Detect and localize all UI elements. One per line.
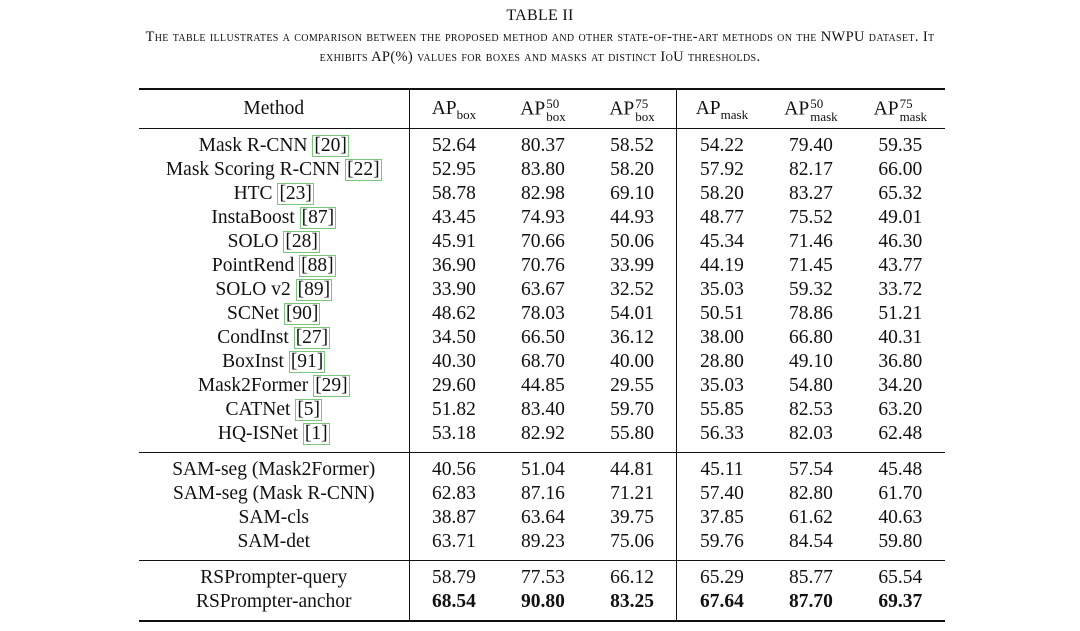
- value-cell: 52.64: [431, 135, 476, 156]
- value-cell: 35.03: [699, 279, 744, 300]
- value-cell: 71.45: [789, 255, 833, 276]
- header-ap-mask: $AP_{mask}$: [677, 89, 766, 129]
- citation-link[interactable]: [91]: [290, 351, 324, 372]
- method-name: RSPrompter-query: [200, 567, 348, 588]
- method-cell: [139, 422, 409, 453]
- method-name: HQ-ISNet: [217, 423, 299, 444]
- value-cell: 62.48: [878, 423, 923, 444]
- table-row: [139, 254, 945, 278]
- value-cell: 59.32: [789, 279, 833, 300]
- table-row: [139, 398, 945, 422]
- table-row: [139, 278, 945, 302]
- value-cell: 51.82: [431, 399, 476, 420]
- header-ap-box: $AP_{box}$: [409, 89, 498, 129]
- table-row: [139, 506, 945, 530]
- value-cell: 59.80: [878, 531, 923, 552]
- value-cell: 33.72: [878, 279, 923, 300]
- value-cell: 75.06: [588, 530, 677, 561]
- method-name: SAM-seg (Mask R-CNN): [173, 483, 375, 504]
- method-cell: [139, 453, 409, 483]
- value-cell: 69.10: [588, 182, 677, 206]
- header-method: Method: [139, 89, 409, 129]
- method-name: RSPrompter-anchor: [195, 591, 352, 612]
- value-cell: 82.53: [789, 399, 833, 420]
- value-cell: 70.66: [521, 231, 565, 252]
- header-ap50-box: AP 50 box: [498, 89, 587, 129]
- caption-line-1: The table illustrates a comparison between the proposed method and other state-of-the-art methods on the NWPU dataset. It: [145, 29, 935, 45]
- value-cell: 61.70: [878, 483, 923, 504]
- value-cell: 33.90: [431, 279, 476, 300]
- citation-link[interactable]: [28]: [285, 231, 318, 252]
- method-name: CondInst: [217, 327, 289, 348]
- value-cell: 57.54: [766, 453, 855, 483]
- method-cell: [139, 158, 409, 182]
- method-cell: [139, 590, 409, 621]
- citation-link[interactable]: [87]: [301, 207, 335, 228]
- value-cell: 67.64: [677, 590, 766, 621]
- value-cell: 40.00: [588, 350, 677, 374]
- value-cell: 44.85: [521, 375, 565, 396]
- citation-link[interactable]: [1]: [304, 423, 328, 444]
- value-cell: 38.00: [699, 327, 744, 348]
- method-cell: [139, 482, 409, 506]
- value-cell: 54.80: [789, 375, 833, 396]
- value-cell: 68.54: [409, 590, 498, 621]
- value-cell: 82.03: [789, 423, 833, 444]
- method-cell: [139, 561, 409, 591]
- value-cell: 48.77: [699, 207, 744, 228]
- value-cell: 51.21: [878, 303, 923, 324]
- table-row: [139, 530, 945, 561]
- value-cell: 32.52: [588, 278, 677, 302]
- value-cell: 56.33: [699, 423, 744, 444]
- value-cell: 66.00: [878, 159, 923, 180]
- value-cell: 29.60: [431, 375, 476, 396]
- table-row: [139, 230, 945, 254]
- value-cell: 77.53: [498, 561, 587, 591]
- value-cell: 90.80: [498, 590, 587, 621]
- value-cell: 48.62: [431, 303, 476, 324]
- value-cell: 89.23: [521, 531, 565, 552]
- table-caption-text: [0, 27, 1080, 67]
- value-cell: 40.56: [409, 453, 498, 483]
- caption-line-2: exhibits AP(%) values for boxes and masks at distinct IoU thresholds.: [319, 49, 761, 65]
- value-cell: 63.67: [521, 279, 565, 300]
- value-cell: 70.76: [521, 255, 565, 276]
- method-name: SAM-cls: [238, 507, 309, 528]
- results-table: [139, 88, 945, 622]
- value-cell: 58.20: [699, 183, 744, 204]
- method-name: SCNet: [227, 303, 280, 324]
- value-cell: 58.78: [431, 183, 476, 204]
- value-cell: 43.45: [431, 207, 476, 228]
- table-body: [139, 129, 945, 622]
- method-cell: [139, 129, 409, 159]
- value-cell: 82.80: [789, 483, 833, 504]
- table-row: [139, 326, 945, 350]
- method-cell: [139, 506, 409, 530]
- value-cell: 35.03: [699, 375, 744, 396]
- value-cell: 51.04: [498, 453, 587, 483]
- method-cell: [139, 374, 409, 398]
- value-cell: 55.80: [588, 422, 677, 453]
- table-row: [139, 422, 945, 453]
- value-cell: 87.16: [521, 483, 565, 504]
- method-cell: [139, 530, 409, 561]
- value-cell: 69.37: [856, 590, 945, 621]
- value-cell: 55.85: [699, 399, 744, 420]
- value-cell: 57.92: [699, 159, 744, 180]
- value-cell: 65.54: [856, 561, 945, 591]
- value-cell: 59.70: [588, 398, 677, 422]
- value-cell: 68.70: [521, 351, 565, 372]
- method-cell: [139, 326, 409, 350]
- value-cell: 37.85: [699, 507, 744, 528]
- citation-link[interactable]: [89]: [297, 279, 331, 300]
- value-cell: 54.01: [588, 302, 677, 326]
- table-row: [139, 482, 945, 506]
- value-cell: 82.17: [789, 159, 833, 180]
- value-cell: 49.10: [789, 351, 833, 372]
- value-cell: 44.19: [699, 255, 744, 276]
- header-ap75-box: AP 75 box: [588, 89, 677, 129]
- value-cell: 38.87: [431, 507, 476, 528]
- value-cell: 59.76: [699, 531, 744, 552]
- value-cell: 29.55: [588, 374, 677, 398]
- value-cell: 45.34: [699, 231, 744, 252]
- method-name: Mask R-CNN: [198, 135, 308, 156]
- table-row: [139, 129, 945, 159]
- value-cell: 58.79: [409, 561, 498, 591]
- header-ap50-mask: AP 50 mask: [766, 89, 855, 129]
- value-cell: 78.86: [789, 303, 833, 324]
- value-cell: 71.46: [789, 231, 833, 252]
- value-cell: 63.71: [431, 531, 476, 552]
- method-cell: [139, 350, 409, 374]
- table-row: [139, 453, 945, 483]
- method-cell: [139, 398, 409, 422]
- method-cell: [139, 278, 409, 302]
- value-cell: 62.83: [431, 483, 476, 504]
- citation-link[interactable]: [29]: [315, 375, 348, 396]
- method-name: HTC: [233, 183, 273, 204]
- table-row: [139, 561, 945, 591]
- value-cell: 34.20: [878, 375, 923, 396]
- value-cell: 80.37: [521, 135, 565, 156]
- header-row: [139, 89, 945, 129]
- value-cell: 53.18: [431, 423, 476, 444]
- value-cell: 44.81: [588, 453, 677, 483]
- value-cell: 40.31: [878, 327, 923, 348]
- value-cell: 74.93: [521, 207, 565, 228]
- value-cell: 58.52: [588, 129, 677, 159]
- citation-link[interactable]: [88]: [301, 255, 334, 276]
- value-cell: 63.20: [878, 399, 923, 420]
- table-row: [139, 374, 945, 398]
- value-cell: 78.03: [521, 303, 565, 324]
- value-cell: 46.30: [878, 231, 923, 252]
- method-name: Mask2Former: [197, 375, 309, 396]
- value-cell: 59.35: [878, 135, 923, 156]
- value-cell: 83.40: [521, 399, 565, 420]
- method-cell: [139, 230, 409, 254]
- value-cell: 82.92: [521, 423, 565, 444]
- method-name: SOLO v2: [215, 279, 291, 300]
- method-name: InstaBoost: [211, 207, 295, 228]
- table-row: [139, 158, 945, 182]
- value-cell: 75.52: [789, 207, 833, 228]
- method-name: CATNet: [225, 399, 291, 420]
- value-cell: 57.40: [699, 483, 744, 504]
- value-cell: 58.20: [588, 158, 677, 182]
- value-cell: 66.50: [521, 327, 565, 348]
- table-row: [139, 182, 945, 206]
- value-cell: 84.54: [789, 531, 833, 552]
- method-cell: [139, 254, 409, 278]
- value-cell: 40.30: [431, 351, 476, 372]
- value-cell: 50.51: [699, 303, 744, 324]
- method-name: PointRend: [211, 255, 295, 276]
- value-cell: 45.48: [856, 453, 945, 483]
- value-cell: 65.32: [878, 183, 923, 204]
- method-cell: [139, 206, 409, 230]
- method-name: SAM-det: [237, 531, 311, 552]
- table-row: [139, 206, 945, 230]
- value-cell: 44.93: [588, 206, 677, 230]
- method-name: Mask Scoring R-CNN: [165, 159, 341, 180]
- method-name: SOLO: [227, 231, 279, 252]
- value-cell: 45.91: [431, 231, 476, 252]
- value-cell: 79.40: [789, 135, 833, 156]
- value-cell: 63.64: [521, 507, 565, 528]
- value-cell: 49.01: [878, 207, 923, 228]
- citation-link[interactable]: [5]: [297, 399, 321, 420]
- value-cell: 83.25: [588, 590, 677, 621]
- table-row: [139, 590, 945, 621]
- value-cell: 52.95: [431, 159, 476, 180]
- value-cell: 85.77: [766, 561, 855, 591]
- citation-link[interactable]: [22]: [347, 159, 380, 180]
- table-row: [139, 350, 945, 374]
- value-cell: 50.06: [588, 230, 677, 254]
- value-cell: 82.98: [521, 183, 565, 204]
- citation-link[interactable]: [27]: [295, 327, 329, 348]
- header-ap75-mask: AP 75 mask: [856, 89, 945, 129]
- value-cell: 71.21: [588, 482, 677, 506]
- method-cell: [139, 182, 409, 206]
- value-cell: 83.27: [789, 183, 833, 204]
- citation-link[interactable]: [20]: [314, 135, 347, 156]
- value-cell: 36.80: [878, 351, 923, 372]
- value-cell: 61.62: [789, 507, 833, 528]
- value-cell: 66.80: [789, 327, 833, 348]
- value-cell: 45.11: [677, 453, 766, 483]
- value-cell: 54.22: [699, 135, 744, 156]
- table-caption-title: TABLE II: [506, 7, 574, 24]
- value-cell: 87.70: [766, 590, 855, 621]
- value-cell: 33.99: [588, 254, 677, 278]
- citation-link[interactable]: [23]: [279, 183, 312, 204]
- citation-link[interactable]: [90]: [285, 303, 319, 324]
- value-cell: 34.50: [431, 327, 476, 348]
- method-name: BoxInst: [222, 351, 284, 372]
- value-cell: 39.75: [588, 506, 677, 530]
- value-cell: 28.80: [699, 351, 744, 372]
- value-cell: 40.63: [878, 507, 923, 528]
- value-cell: 43.77: [878, 255, 923, 276]
- value-cell: 65.29: [677, 561, 766, 591]
- value-cell: 83.80: [521, 159, 565, 180]
- table-row: [139, 302, 945, 326]
- value-cell: 66.12: [588, 561, 677, 591]
- method-cell: [139, 302, 409, 326]
- method-name: SAM-seg (Mask2Former): [172, 459, 376, 480]
- value-cell: 36.12: [588, 326, 677, 350]
- value-cell: 36.90: [431, 255, 476, 276]
